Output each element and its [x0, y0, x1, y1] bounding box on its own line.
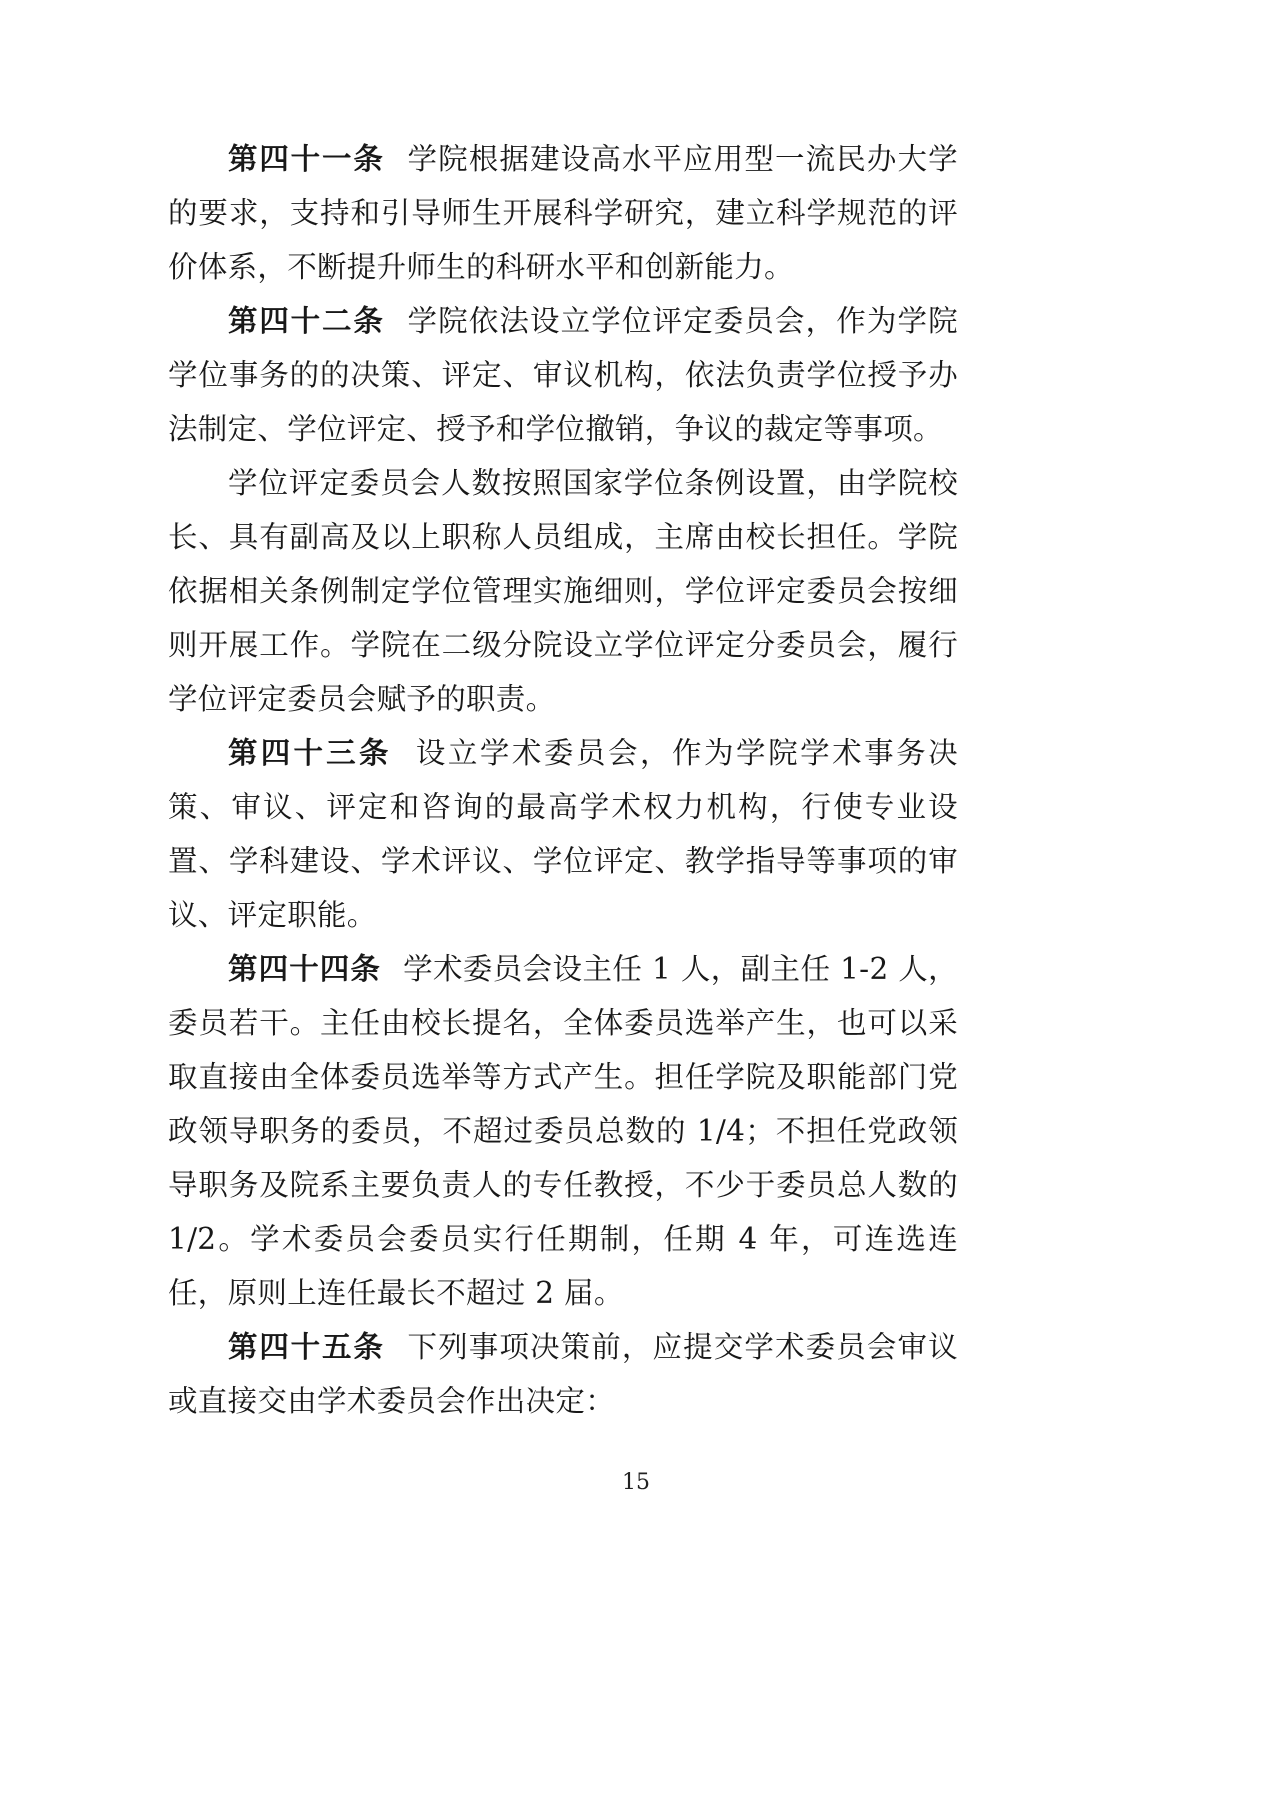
paragraph-article-41 [168, 132, 958, 294]
article-number-45: 第四十五条 [228, 1329, 385, 1364]
page-number: 15 [622, 1470, 650, 1495]
article-text-42-continued: 学位评定委员会人数按照国家学位条例设置，由学院校长、具有副高及以上职称人员组成，主席由校长担任。学院依据相关条例制定学位管理实施细则，学位评定委员会按细则开展工作。学院在二级分院设立学位评定分委员会，履行学位评定委员会赋予的职责。 [168, 466, 958, 716]
article-number-42: 第四十二条 [228, 303, 385, 338]
article-text-45: 下列事项决策前，应提交学术委员会审议或直接交由学术委员会作出决定： [168, 1330, 958, 1418]
article-number-41: 第四十一条 [228, 141, 385, 176]
article-text-41: 学院根据建设高水平应用型一流民办大学的要求，支持和引导师生开展科学研究，建立科学规范的评价体系，不断提升师生的科研水平和创新能力。 [168, 142, 958, 284]
document-body [168, 132, 958, 1428]
paragraph-article-42-continued [168, 456, 958, 726]
article-number-44: 第四十四条 [228, 951, 381, 986]
paragraph-article-45 [168, 1320, 958, 1428]
article-number-43: 第四十三条 [228, 735, 392, 770]
article-text-44: 学术委员会设主任 1 人，副主任 1-2 人，委员若干。主任由校长提名，全体委员选举产生，也可以采取直接由全体委员选举等方式产生。担任学院及职能部门党政领导职务的委员，不超过委员总数的 1/4；不担任党政领导职务及院系主要负责人的专任教授，不少于委员总人数的 1/2。学术委员会委员实行任期制，任期 4 年，可连选连任，原则上连任最长不超过 2 届。 [168, 952, 958, 1310]
article-text-43: 设立学术委员会，作为学院学术事务决策、审议、评定和咨询的最高学术权力机构，行使专业设置、学科建设、学术评议、学位评定、教学指导等事项的审议、评定职能。 [168, 736, 958, 932]
paragraph-article-44 [168, 942, 958, 1320]
paragraph-article-43 [168, 726, 958, 942]
paragraph-article-42 [168, 294, 958, 456]
article-text-42: 学院依法设立学位评定委员会，作为学院学位事务的的决策、评定、审议机构，依法负责学位授予办法制定、学位评定、授予和学位撤销，争议的裁定等事项。 [168, 304, 958, 446]
